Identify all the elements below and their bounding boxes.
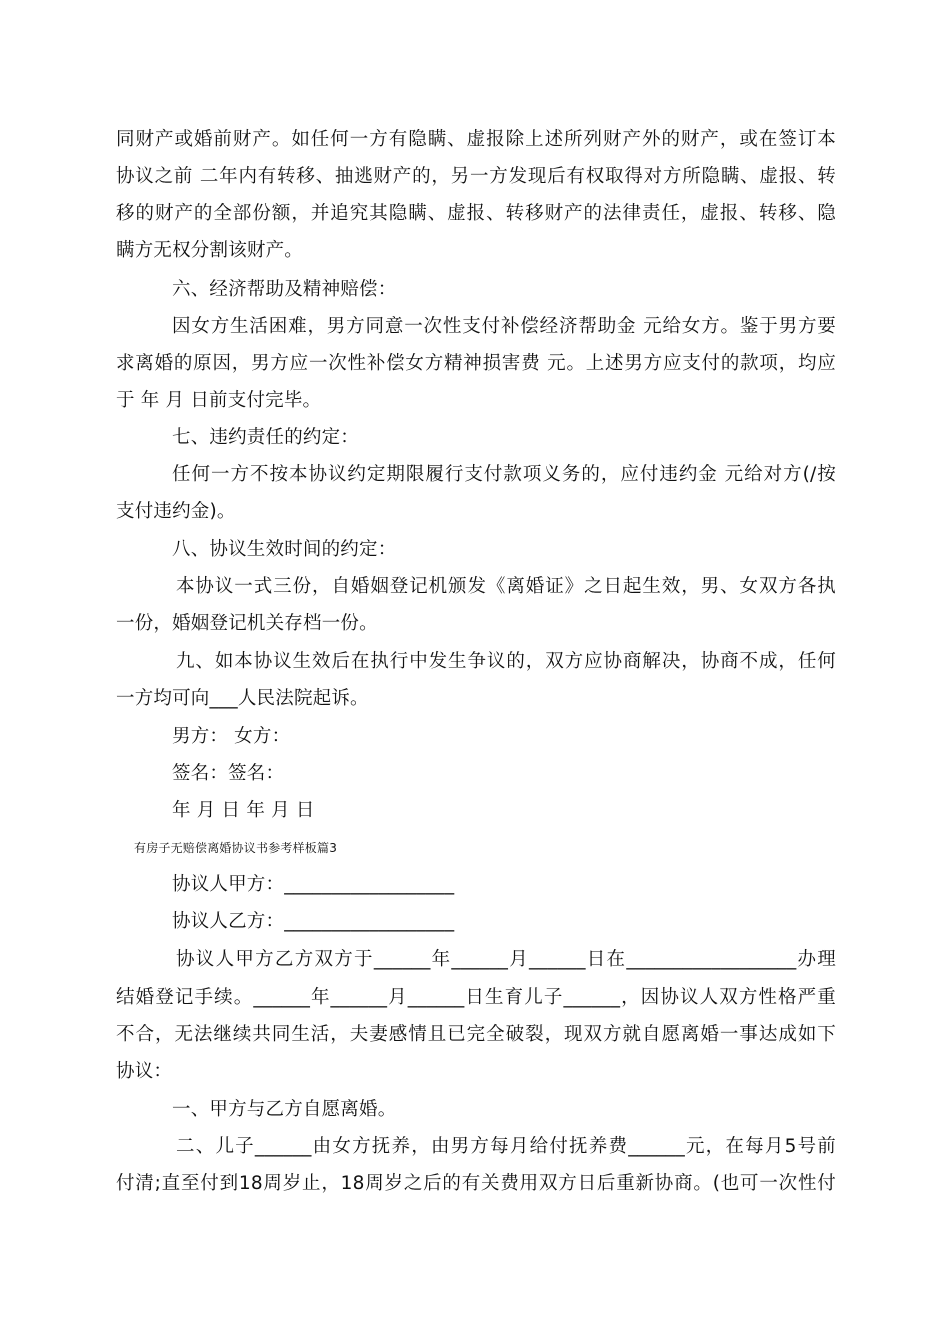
clause-line: 一、甲方与乙方自愿离婚。 bbox=[172, 1099, 397, 1120]
party-b-line: 协议人乙方：__________________ bbox=[172, 911, 455, 932]
section-heading: 八、协议生效时间的约定： bbox=[172, 539, 397, 560]
signature-line: 签名：签名： bbox=[172, 763, 285, 784]
paragraph-line: 于 年 月 日前支付完毕。 bbox=[116, 390, 322, 411]
paragraph-line: 九、如本协议生效后在执行中发生争议的，双方应协商解决，协商不成，任何 bbox=[176, 651, 836, 672]
paragraph-line: 协议之前 二年内有转移、抽逃财产的，另一方发现后有权取得对方所隐瞒、虚报、转 bbox=[116, 166, 836, 187]
section-heading: 七、违约责任的约定： bbox=[172, 427, 360, 448]
paragraph-line: 因女方生活困难，男方同意一次性支付补偿经济帮助金 元给女方。鉴于男方要 bbox=[172, 316, 836, 337]
paragraph-line: 求离婚的原因，男方应一次性补偿女方精神损害费 元。上述男方应支付的款项，均应 bbox=[116, 353, 836, 374]
signature-parties: 男方： 女方： bbox=[172, 726, 291, 747]
paragraph-line: 任何一方不按本协议约定期限履行支付款项义务的，应付违约金 元给对方(/按 bbox=[172, 464, 836, 485]
paragraph-line: 移的财产的全部份额，并追究其隐瞒、虚报、转移财产的法律责任，虚报、转移、隐 bbox=[116, 203, 836, 224]
paragraph-line: 结婚登记手续。______年______月______日生育儿子______，因协议人双方性格严重 bbox=[116, 987, 836, 1008]
section-heading: 六、经济帮助及精神赔偿： bbox=[172, 279, 397, 300]
paragraph-line: 协议人甲方乙方双方于______年______月______日在__________________办理 bbox=[176, 949, 836, 970]
paragraph-line: 瞒方无权分割该财产。 bbox=[116, 240, 304, 261]
paragraph-line: 支付违约金)。 bbox=[116, 501, 236, 522]
paragraph-line: 本协议一式三份，自婚姻登记机颁发《离婚证》之日起生效，男、女双方各执 bbox=[176, 576, 836, 597]
paragraph-line: 一方均可向___人民法院起诉。 bbox=[116, 688, 369, 709]
paragraph-line: 同财产或婚前财产。如任何一方有隐瞒、虚报除上述所列财产外的财产，或在签订本 bbox=[116, 129, 836, 150]
article-title: 有房子无赔偿离婚协议书参考样板篇3 bbox=[134, 841, 338, 855]
date-line: 年 月 日 年 月 日 bbox=[172, 800, 315, 821]
paragraph-line: 不合，无法继续共同生活，夫妻感情且已完全破裂，现双方就自愿离婚一事达成如下 bbox=[116, 1024, 836, 1045]
paragraph-line: 付清;直至付到18周岁止，18周岁之后的有关费用双方日后重新协商。(也可一次性付 bbox=[116, 1173, 836, 1194]
party-a-line: 协议人甲方：__________________ bbox=[172, 874, 455, 895]
paragraph-line: 协议： bbox=[116, 1061, 173, 1082]
paragraph-line: 二、儿子______由女方抚养，由男方每月给付抚养费______元，在每月5号前 bbox=[176, 1136, 836, 1157]
paragraph-line: 一份，婚姻登记机关存档一份。 bbox=[116, 613, 378, 634]
